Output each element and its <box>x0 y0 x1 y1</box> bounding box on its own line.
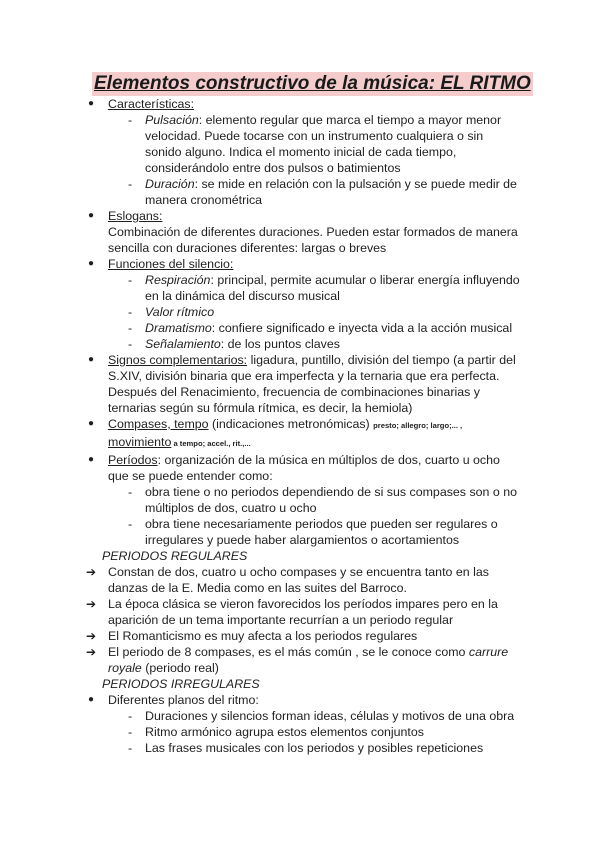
arrow-item-regulares-1 <box>0 564 600 596</box>
text-regulares-1: Constan de dos, cuatro u ocho compases y se encuentra tanto en las danzas de la E. Media como en las suites del Barroco. <box>108 565 489 595</box>
sub-item-pulsacion <box>0 112 600 176</box>
sub-item-planos-2 <box>0 724 600 740</box>
list-item-funciones <box>0 256 600 272</box>
sub-item-duracion <box>0 176 600 208</box>
heading-periodos-irregulares: PERIODOS IRREGULARES <box>102 677 260 691</box>
sub-item-respiracion <box>0 272 600 304</box>
bullet-icon: ● <box>88 694 95 705</box>
text-regulares-4a: El periodo de 8 compases, es el más común , se le conoce como <box>108 645 469 659</box>
text-planos-sub2: Ritmo armónico agrupa estos elementos conjuntos <box>145 725 424 739</box>
text-regulares-2: La época clásica se vieron favorecidos los períodos impares pero en la aparición de un tema importante recurrían a un periodo regular <box>108 597 498 627</box>
arrow-right-icon: ➔ <box>86 597 97 611</box>
section-label-funciones: Funciones del silencio: <box>108 257 234 271</box>
sub-item-senalamiento <box>0 336 600 352</box>
text-eslogans: Combinación de diferentes duraciones. Pueden estar formados de manera sencilla con duraciones diferentes: largas o breves <box>108 225 518 255</box>
arrow-right-icon: ➔ <box>86 645 97 659</box>
dash-icon: - <box>128 113 133 127</box>
arrow-item-regulares-4 <box>0 644 600 676</box>
bullet-icon: ● <box>88 258 95 269</box>
bullet-icon: ● <box>88 210 95 221</box>
list-item-caracteristicas <box>0 96 600 112</box>
list-item-planos <box>0 692 600 708</box>
dash-icon: - <box>128 273 133 287</box>
text-duracion: : se mide en relación con la pulsación y se puede medir de manera cronométrica <box>145 177 517 207</box>
dash-icon: - <box>128 709 133 723</box>
text-planos-sub1: Duraciones y silencios forman ideas, células y motivos de una obra <box>145 709 515 723</box>
section-label-signos: Signos complementarios: <box>108 353 248 367</box>
movimiento-examples: a tempo; accel., rit.,... <box>171 439 251 448</box>
arrow-right-icon: ➔ <box>86 629 97 643</box>
arrow-item-regulares-2 <box>0 596 600 628</box>
text-periodos-sub2: obra tiene necesariamente periodos que pueden ser regulares o irregulares y puede haber alargamientos o acortamientos <box>145 517 498 547</box>
text-pulsacion: : elemento regular que marca el tiempo a mayor menor velocidad. Puede tocarse con un instrumento cualquiera o sin sonido alguno. Indica el momento inicial de cada tiempo, considerándolo entre dos pulsos o batimientos <box>145 113 502 175</box>
bullet-icon: ● <box>88 454 95 465</box>
dash-icon: - <box>128 517 133 531</box>
text-planos-sub3: Las frases musicales con los periodos y posibles repeticiones <box>145 741 484 755</box>
section-label-movimiento: movimiento <box>108 435 172 449</box>
dash-icon: - <box>128 725 133 739</box>
sub-item-planos-3 <box>0 740 600 756</box>
sub-item-periodos-2 <box>0 516 600 548</box>
text-periodos: : organización de la música en múltiplos de dos, cuarto u ocho que se puede entender como: <box>108 453 500 483</box>
list-item-periodos <box>0 452 600 484</box>
heading-regulares-row <box>0 548 600 564</box>
sub-item-planos-1 <box>0 708 600 724</box>
text-regulares-3: El Romanticismo es muy afecta a los periodos regulares <box>108 629 418 643</box>
term-pulsacion: Pulsación <box>145 113 199 127</box>
text-respiracion: : principal, permite acumular o liberar energía influyendo en la dinámica del discurso musical <box>145 273 520 303</box>
section-label-eslogans: Eslogans: <box>108 209 163 223</box>
term-duracion: Duración <box>145 177 195 191</box>
list-item-eslogans <box>0 208 600 224</box>
sub-item-dramatismo <box>0 320 600 336</box>
term-carrure-royale: carrure royale <box>108 645 509 675</box>
text-compases: (indicaciones metronómicas) <box>208 417 374 431</box>
section-label-caracteristicas: Características: <box>108 97 195 111</box>
text-planos: Diferentes planos del ritmo: <box>108 693 259 707</box>
bullet-icon: ● <box>88 354 95 365</box>
text-senalamiento: : de los puntos claves <box>220 337 340 351</box>
bullet-icon: ● <box>88 418 95 429</box>
section-label-periodos: Períodos <box>108 453 158 467</box>
heading-periodos-regulares: PERIODOS REGULARES <box>102 549 248 563</box>
text-regulares-4b: (periodo real) <box>141 661 219 675</box>
term-dramatismo: Dramatismo <box>145 321 212 335</box>
list-item-signos <box>0 352 600 416</box>
term-respiracion: Respiración <box>145 273 211 287</box>
text-periodos-sub1: obra tiene o no periodos dependiendo de si sus compases son o no múltiplos de dos, cuatro u ocho <box>145 485 517 515</box>
sub-item-valor <box>0 304 600 320</box>
arrow-item-regulares-3 <box>0 628 600 644</box>
bullet-icon: ● <box>88 98 95 109</box>
section-label-compases: Compases, tempo <box>108 417 209 431</box>
arrow-right-icon: ➔ <box>86 565 97 579</box>
dash-icon: - <box>128 321 133 335</box>
tempo-examples: presto; allegro; largo;... , <box>373 421 463 430</box>
dash-icon: - <box>128 485 133 499</box>
dash-icon: - <box>128 177 133 191</box>
dash-icon: - <box>128 337 133 351</box>
page-title: Elementos constructivo de la música: EL RITMO <box>94 73 531 94</box>
heading-irregulares-row <box>0 676 600 692</box>
text-signos: ligadura, puntillo, división del tiempo (a partir del S.XIV, división binaria que era imperfecta y la ternaria que era perfecta. Después del Renacimiento, frecuencia de combinaciones binarias y ternarias según su fórmula rítmica, es decir, la hemiola) <box>108 353 516 415</box>
dash-icon: - <box>128 741 133 755</box>
eslogans-text-row <box>0 224 600 256</box>
dash-icon: - <box>128 305 133 319</box>
term-valor: Valor rítmico <box>145 305 215 319</box>
document-body <box>0 96 600 756</box>
term-senalamiento: Señalamiento <box>145 337 221 351</box>
sub-item-periodos-1 <box>0 484 600 516</box>
text-dramatismo: : confiere significado e inyecta vida a la acción musical <box>211 321 513 335</box>
list-item-compases <box>0 416 600 452</box>
